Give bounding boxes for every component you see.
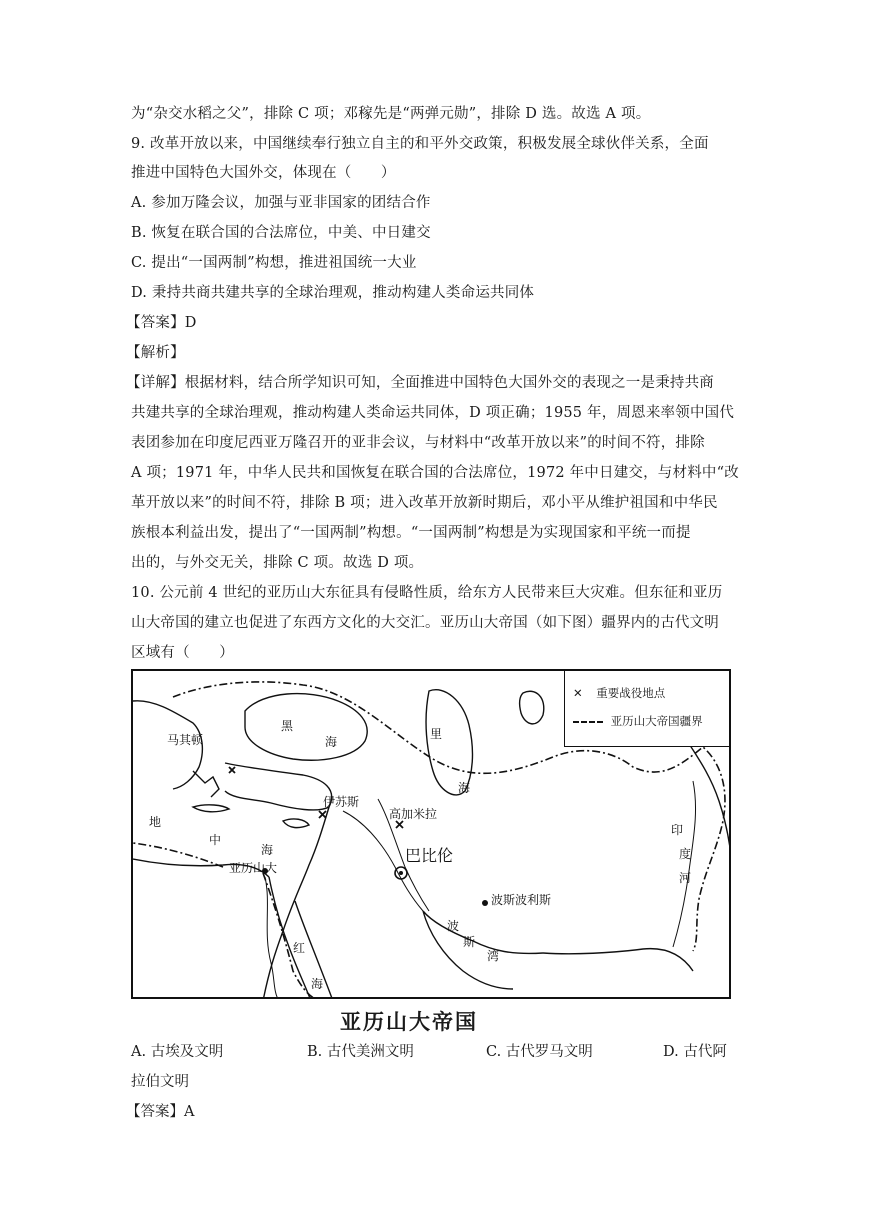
label-indus-2: 度 (679, 847, 692, 861)
legend-battle-label: 重要战役地点 (596, 686, 666, 700)
q9-analysis-line-7: 出的，与外交无关，排除 C 项。故选 D 项。 (131, 555, 424, 571)
cyprus (283, 819, 309, 828)
indus-river (673, 781, 696, 947)
greece-coast (133, 701, 219, 797)
q10-option-b: B. 古代美洲文明 (307, 1044, 414, 1060)
persepolis-marker (482, 900, 488, 906)
q10-stem-line-2: 山大帝国的建立也促进了东西方文化的大交汇。亚历山大帝国（如下图）疆界内的古代文明 (131, 615, 719, 631)
label-black-sea-1: 黑 (281, 719, 294, 733)
map-caption: 亚历山大帝国 (340, 1010, 478, 1034)
battle-x-icon: ✕ (573, 686, 583, 700)
dash-dot-line-icon (573, 721, 603, 723)
legend-row-battle (573, 685, 665, 701)
q9-analysis-line-2: 共建共享的全球治理观，推动构建人类命运共同体，D 项正确；1955 年，周恩来率领中国代 (131, 405, 735, 421)
q9-stem-line-1: 9. 改革开放以来，中国继续奉行独立自主的和平外交政策，积极发展全球伙伴关系，全面 (131, 136, 709, 152)
crete (193, 805, 229, 812)
q10-stem-line-3: 区域有（ ） (131, 645, 234, 661)
battle-granicus-icon (229, 767, 235, 773)
aral-sea (520, 691, 544, 724)
label-caspian-2: 海 (458, 781, 471, 795)
q9-stem-line-2: 推进中国特色大国外交，体现在（ ） (131, 165, 396, 181)
q9-analysis-line-4: A 项；1971 年，中华人民共和国恢复在联合国的合法席位，1972 年中日建交，与材料中“改 (131, 465, 739, 481)
label-black-sea-2: 海 (325, 735, 338, 749)
label-gaugamela: 高加米拉 (389, 807, 438, 821)
label-med-3: 海 (261, 843, 274, 857)
q9-analysis-line-1: 【详解】根据材料，结合所学知识可知，全面推进中国特色大国外交的表现之一是秉持共商 (126, 375, 714, 391)
q10-option-d: D. 古代阿 (663, 1044, 727, 1060)
label-med-1: 地 (149, 815, 162, 829)
q9-analysis-line-5: 革开放以来”的时间不符，排除 B 项；进入改革开放新时期后，邓小平从维护祖国和中华民 (131, 495, 718, 511)
red-sea-west (269, 877, 311, 999)
label-babylon: 巴比伦 (405, 846, 454, 865)
q10-answer: 【答案】A (126, 1104, 195, 1120)
prev-answer-tail: 为“杂交水稻之父”，排除 C 项；邓稼先是“两弹元勋”，排除 D 选。故选 A 项。 (131, 106, 651, 122)
q10-option-a: A. 古埃及文明 (131, 1044, 224, 1060)
caspian-coast (426, 690, 472, 795)
legend-border-label: 亚历山大帝国疆界 (610, 714, 703, 728)
q10-stem-line-1: 10. 公元前 4 世纪的亚历山大东征具有侵略性质，给东方人民带来巨大灾难。但东征和亚历 (131, 585, 723, 601)
label-issus: 伊苏斯 (323, 795, 360, 809)
q9-option-d: D. 秉持共商共建共享的全球治理观，推动构建人类命运共同体 (131, 285, 535, 301)
label-alexandria: 亚历山大 (229, 861, 278, 875)
q10-option-c: C. 古代罗马文明 (486, 1044, 593, 1060)
label-red-sea-1: 红 (293, 941, 306, 955)
battle-marks (229, 767, 403, 828)
label-med-2: 中 (209, 833, 222, 847)
q9-analysis-line-6: 族根本利益出发，提出了“一国两制”构想。“一国两制”构想是为实现国家和平统一而提 (131, 525, 691, 541)
india-coast (681, 731, 731, 891)
q9-option-b: B. 恢复在联合国的合法席位，中美、中日建交 (131, 225, 431, 241)
anatolia-coast (225, 763, 332, 810)
label-indus-3: 河 (679, 871, 692, 885)
legend-row-border (573, 713, 703, 729)
label-gulf-1: 波 (447, 919, 460, 933)
q9-analysis-heading: 【解析】 (126, 345, 185, 361)
label-gulf-3: 湾 (487, 949, 500, 963)
battle-issus-icon (319, 811, 326, 818)
label-persepolis: 波斯波利斯 (491, 893, 552, 907)
battle-gaugamela-icon (396, 821, 403, 828)
label-gulf-2: 斯 (463, 935, 476, 949)
map-legend (564, 671, 729, 747)
label-indus-1: 印 (671, 823, 684, 837)
label-red-sea-2: 海 (311, 977, 324, 991)
q9-analysis-line-3: 表团参加在印度尼西亚万隆召开的亚非会议，与材料中“改革开放以来”的时间不符，排除 (131, 435, 705, 451)
alexander-empire-map (131, 669, 731, 999)
black-sea-coast (245, 694, 367, 761)
label-macedonia: 马其顿 (167, 733, 204, 747)
label-caspian-1: 里 (430, 727, 443, 741)
persian-gulf-coast (423, 911, 543, 989)
q9-answer: 【答案】D (126, 315, 197, 331)
q9-option-c: C. 提出“一国两制”构想，推进祖国统一大业 (131, 255, 417, 271)
arabian-sea-coast (543, 949, 693, 971)
q10-option-d-cont: 拉伯文明 (131, 1074, 189, 1090)
q9-option-a: A. 参加万隆会议，加强与亚非国家的团结合作 (131, 195, 431, 211)
